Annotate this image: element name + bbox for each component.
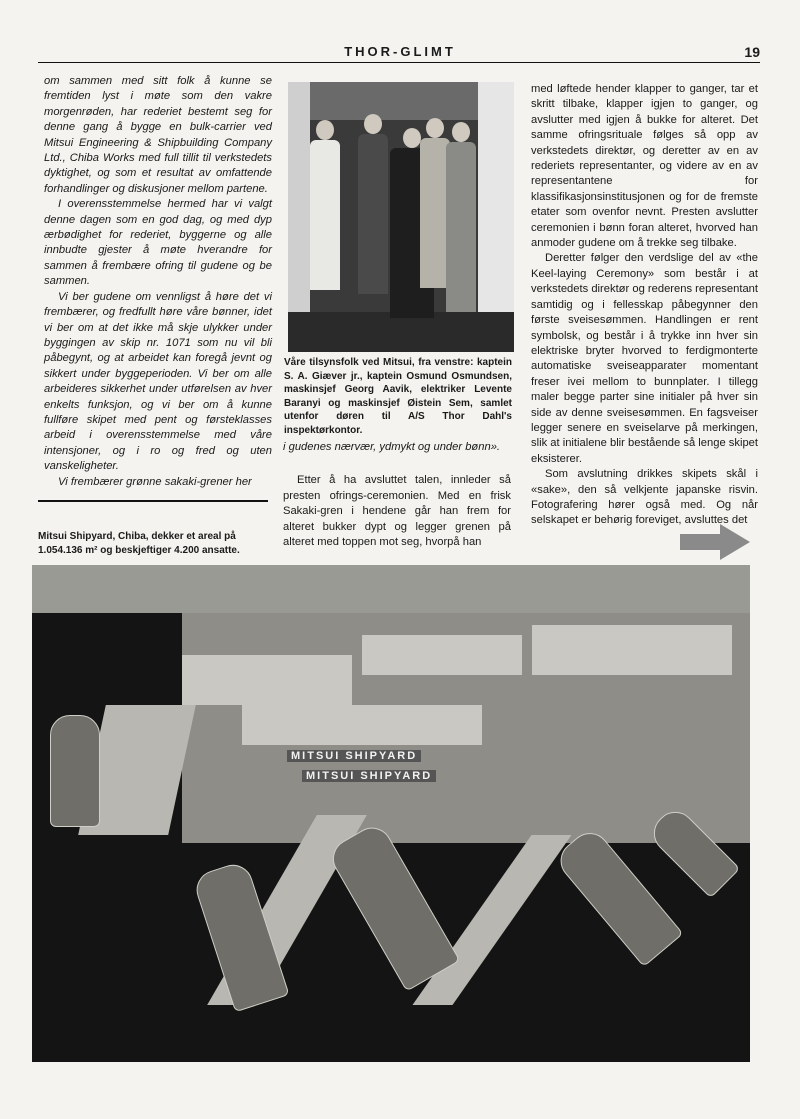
middle-paragraph-2: Etter å ha avsluttet talen, innleder så presten ofrings-ceremonien. Med en frisk Sakaki-gren i hendene går han frem for alteret bukker dypt og legger grenen på alteret med toppen mot seg, hvorpå han	[283, 474, 511, 549]
shipyard-sign: MITSUI SHIPYARD	[302, 770, 436, 782]
photo-caption: Våre tilsynsfolk ved Mitsui, fra venstre: kaptein S. A. Giæver jr., kaptein Osmund Osmundsen, maskinsjef Georg Aavik, elektriker Levente Baranyi og maskinsjef Øistein Sem, samlet utenfor døren til A/S Thor Dahl's inspektørkontor.	[284, 357, 512, 436]
left-paragraph-1: om sammen med sitt folk å kunne se fremtiden lyst i møte som den vakre morgenrøden, har rederiet bestemt seg for denne gang å bygge en bulk-carrier ved Mitsui Engineering & Shipbuilding Company Ltd., Chiba Works med full tillit til verkstedets dyktighet, og som et resultat av omfattende forhandlinger og diskusjoner mellom partene.	[44, 75, 272, 195]
middle-paragraph-1: i gudenes nærvær, ydmykt og under bønn».	[283, 441, 501, 453]
right-paragraph-2: Deretter følger den verdslige del av «the Keel-laying Ceremony» som består i at verkstedets direktør og rederens representant samtidig og i fellesskap påbegynner den første sveisesømmen. Handlingen er rent symbolsk, og består i å trykke inn hver sin elektriske bryter hvorved to ferdigmonterte automatiske sveiseapparater momentant freser ivei mellom to bunnplater. I tillegg maler begge parter sine initialer på hver sin side av denne sveisesømmen. En fagsveiser legger senere en sveiselarve på merkingen, slik at initialene blir bestående så lenge skipet eksisterer.	[531, 252, 758, 465]
aerial-photo-caption: Mitsui Shipyard, Chiba, dekker et areal på 1.054.136 m² og beskjeftiger 4.200 ansatte.	[38, 531, 240, 556]
header-rule	[38, 62, 760, 63]
caption-divider	[38, 500, 268, 502]
right-text-column	[531, 82, 758, 529]
page-header-title: THOR-GLIMT	[344, 44, 456, 59]
inspectors-photo	[288, 82, 514, 352]
right-paragraph-1: med løftede hender klapper to ganger, tar et skritt tilbake, klapper igjen to ganger, og avslutter med igjen å bukke for alteret. Det samme ofringsrituale følges så opp av verkstedets direktør, og deretter av en av rederiets representanter, og videre av en av representantene for klassifikasjonsinstitusjonen og for de fremste etater som ovenfor nevnt. Presten avslutter ceremonien i bønn foran alteret, hvorved han anmoder gudene om å trekke seg tilbake.	[531, 83, 758, 250]
middle-text-column	[283, 440, 511, 550]
person-figure	[446, 122, 476, 312]
left-text-column	[44, 74, 272, 490]
left-paragraph-2: I overensstemmelse hermed har vi valgt denne dagen som en god dag, og med dyp ærbødighet for rederiet, byggerne og alle innbudte gjester å møte hverandre for sammen å frembære ofring til gudene og be sammen.	[44, 198, 272, 288]
continue-arrow-icon	[680, 524, 750, 560]
person-figure	[310, 120, 340, 290]
page-number: 19	[744, 44, 760, 60]
shipyard-aerial-photo	[32, 565, 750, 1062]
left-paragraph-4: Vi frembærer grønne sakaki-grener her	[58, 475, 252, 488]
person-figure	[358, 114, 388, 294]
left-paragraph-3: Vi ber gudene om vennligst å høre det vi frembærer, og fredfullt høre våre bønner, idet vi ber om at det ikke må skje ulykker under byggingen av skip nr. 1071 som nu vil bli påbegynt, og at arbeidet kan foregå jevnt og sikkert under byggeperioden. Vi ber om alle arbeideres sikkerhet under utførelsen av hver enkelts funksjon, og vi ber om å kunne fullføre skipet med pent og førsteklasses arbeid i overensstemmelse med våre intensjoner, og i ro og fred og uten vanskeligheter.	[44, 290, 272, 473]
right-paragraph-3: Som avslutning drikkes skipets skål i «sake», den så velkjente japanske risvin. Fotografering hører også med. Og når selskapet er behørig foreviget, avsluttes det	[531, 468, 758, 527]
shipyard-sign: MITSUI SHIPYARD	[287, 750, 421, 762]
